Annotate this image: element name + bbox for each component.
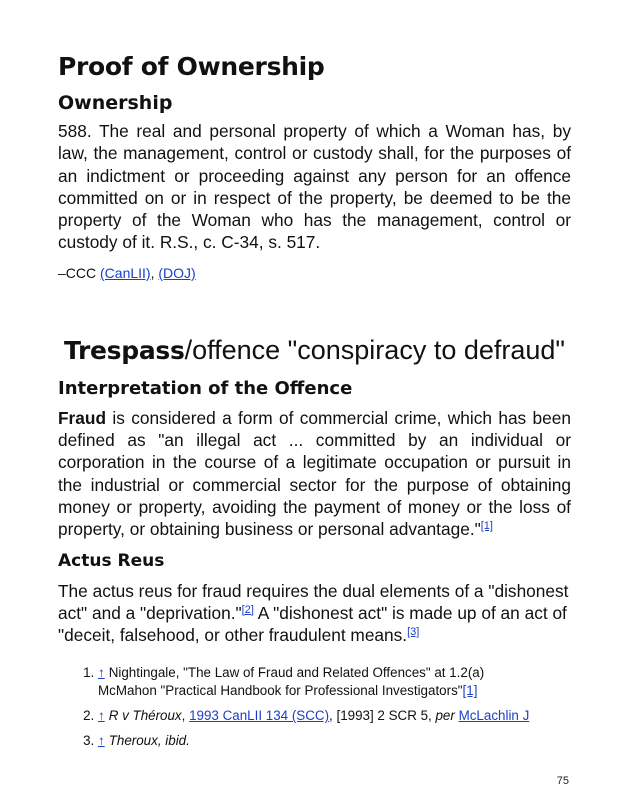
fraud-definition: is considered a form of commercial crime, which has been defined as "an illegal act ... committed by an individual or corporation in the course of a legitimate occupation or pursuit in the industrial or commercial sector for the purpose of obtaining money or property, avoiding the payment of money or the loss of property, or obtaining business or personal advantage." — [58, 407, 571, 540]
page-number: 75 — [556, 775, 569, 787]
fraud-paragraph — [58, 407, 571, 541]
footnote-3 — [98, 732, 571, 750]
section-588-paragraph: 588. The real and personal property of which a Woman has, by law, the management, control or custody shall, for the purposes of an indictment or proceeding against any person for an offence committed on or in respect of the property, be deemed to be the property of the Woman who has the management, control or custody of it. R.S., c. C-34, s. 517. — [58, 121, 571, 253]
page-title: Proof of Ownership — [58, 52, 325, 81]
footnote-2-canlii-link[interactable]: 1993 CanLII 134 (SCC) — [189, 708, 330, 724]
back-arrow-icon[interactable]: ↑ — [98, 733, 105, 749]
footnote-2: 2. ↑ R v Théroux, 1993 CanLII 134 (SCC), [1993] 2 SCR 5, per McLachlin J — [98, 707, 571, 725]
actus-reus-paragraph — [58, 580, 571, 647]
footnote-1-text: Nightingale, "The Law of Fraud and Related Offences" at 1.2(a) — [108, 665, 485, 681]
actus-text-b: A "dishonest act" is made up of an act of "deceit, falsehood, or other fraudulent means. — [58, 602, 567, 646]
trespass-title-rest: /offence "conspiracy to defraud" — [184, 334, 565, 365]
doj-link[interactable]: (DOJ) — [158, 264, 196, 281]
document-page — [58, 52, 571, 757]
footnote-ref-3[interactable]: [3] — [407, 626, 420, 639]
actus-text-a: The actus reus for fraud requires the dual elements of a "dishonest act" and a "deprivation." — [58, 580, 569, 623]
trespass-title-bold: Trespass — [63, 335, 185, 365]
trespass-title — [58, 335, 571, 366]
actus-reus-heading: Actus Reus — [58, 550, 165, 571]
citation-prefix: –CCC — [58, 264, 101, 281]
citation-line — [58, 265, 571, 281]
footnote-ref-2[interactable]: [2] — [241, 603, 254, 616]
footnotes-list — [58, 664, 571, 750]
footnote-1-ref-link[interactable]: [1] — [462, 683, 478, 699]
back-arrow-icon[interactable]: ↑ — [98, 708, 105, 724]
footnote-1-text-2: McMahon "Practical Handbook for Professional Investigators" — [98, 683, 463, 699]
back-arrow-icon[interactable]: ↑ — [98, 665, 105, 681]
interpretation-heading: Interpretation of the Offence — [58, 377, 353, 399]
fraud-term: Fraud — [58, 407, 107, 428]
footnote-2-mid: , [1993] 2 SCR 5, — [329, 708, 436, 724]
footnote-2-judge-link[interactable]: McLachlin J — [458, 708, 530, 724]
footnote-2-case: R v Théroux — [108, 708, 182, 724]
citation-separator: , — [150, 264, 159, 281]
section-heading-ownership: Ownership — [58, 92, 173, 114]
footnote-2-per: per — [435, 708, 455, 724]
footnote-ref-1[interactable]: [1] — [480, 520, 493, 533]
footnote-3-text: Theroux, ibid. — [108, 733, 190, 749]
canlii-link[interactable]: (CanLII) — [100, 264, 151, 281]
footnote-1 — [98, 664, 571, 700]
